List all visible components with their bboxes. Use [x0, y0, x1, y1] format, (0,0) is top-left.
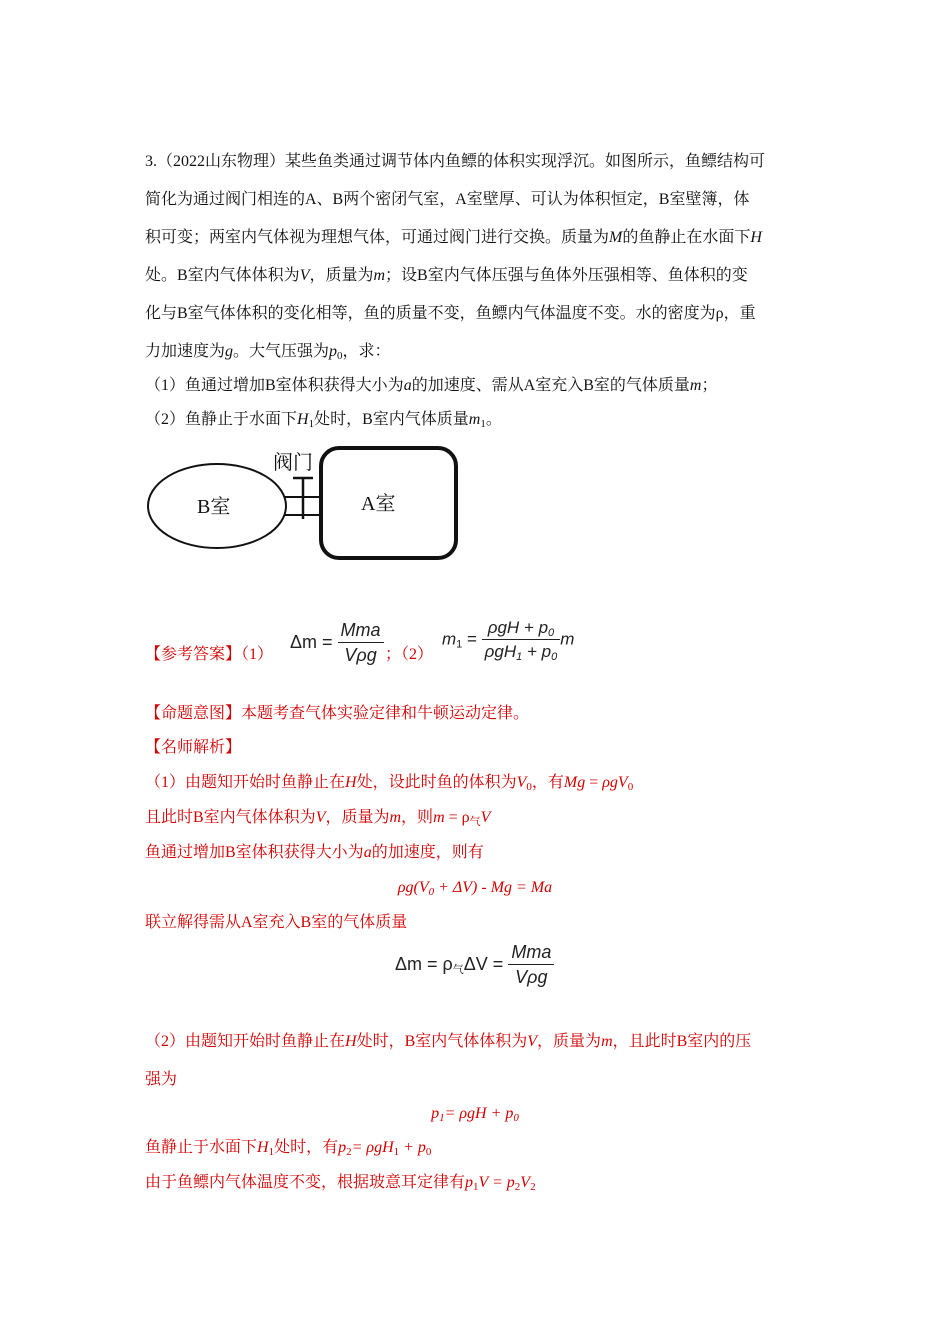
- swim-bladder-diagram: [145, 445, 465, 565]
- intent-line: 【命题意图】本题考查气体实验定律和牛顿运动定律。: [145, 705, 530, 722]
- analysis-step-3: 鱼通过增加B室体积获得大小为a的加速度，则有: [145, 844, 484, 861]
- analysis-equation-2: $p_1= \rho gH + p_0$: [431, 1105, 519, 1124]
- answer-formula-1: Δm = $\frac{\text{Mma}}{\text{Vρg}}$: [290, 620, 384, 666]
- question-1: （1）鱼通过增加B室体积获得大小为a的加速度、需从A室充入B室的气体质量m；: [145, 377, 718, 394]
- answer-part2-marker: ；（2）: [385, 646, 434, 663]
- valve-label: 阀门: [273, 452, 313, 474]
- question-2: （2）鱼静止于水面下$H_1$处时，B室内气体质量$m_1$。: [145, 411, 502, 430]
- analysis-step-6: 强为: [145, 1071, 178, 1088]
- analysis-step-8: 由于鱼鳔内气体温度不变，根据玻意耳定律有$p_1V = p_2V_2$: [145, 1174, 536, 1193]
- answer-line: 【参考答案】（1）: [145, 646, 274, 663]
- analysis-equation-1: $\rho g(V_0 + \Delta V) - Mg = Ma$: [397, 879, 553, 898]
- analysis-step-7: 鱼静止于水面下$H_1$处时，有$p_2= \rho gH_1 + p_0$: [145, 1139, 432, 1158]
- problem-line-6: 力加速度为g。大气压强为$p_0$，求：: [145, 343, 391, 362]
- problem-line-4: 处。B室内气体体积为V，质量为m；设B室内气体压强与鱼体外压强相等、鱼体积的变: [145, 267, 748, 284]
- analysis-formula-mass: $\Delta m = \rho_气\Delta V$ = $\frac{\text{Mma}}{\text{Vρg}}$: [395, 942, 554, 988]
- analysis-step-1: （1）由题知开始时鱼静止在H处，设此时鱼的体积为$V_0$，有Mg = ρgV$_0$: [145, 774, 634, 793]
- analysis-step-4: 联立解得需从A室充入B室的气体质量: [145, 914, 408, 931]
- answer-formula-2: $m_1$ = $\frac{\rho gH + p_0}{\rho gH_1 + p_0}$ m: [442, 618, 575, 663]
- room-b-label: B室: [197, 496, 231, 518]
- problem-line-2: 简化为通过阀门相连的A、B两个密闭气室，A室壁厚、可认为体积恒定，B室壁簿，体: [145, 191, 750, 208]
- problem-line-1: 3.（2022山东物理）某些鱼类通过调节体内鱼鳔的体积实现浮沉。如图所示，鱼鳔结构可: [145, 153, 766, 170]
- problem-line-3: 积可变；两室内气体视为理想气体，可通过阀门进行交换。质量为M的鱼静止在水面下H: [145, 229, 762, 246]
- analysis-label: 【名师解析】: [145, 739, 242, 756]
- room-a-label: A室: [361, 493, 396, 515]
- analysis-step-2: 且此时B室内气体体积为V，质量为m，则$m = \rho_气V$: [145, 809, 491, 828]
- analysis-step-5: （2）由题知开始时鱼静止在H处时，B室内气体体积为V，质量为m，且此时B室内的压: [145, 1033, 752, 1050]
- problem-line-5: 化与B室气体体积的变化相等，鱼的质量不变，鱼鳔内气体温度不变。水的密度为ρ，重: [145, 305, 756, 322]
